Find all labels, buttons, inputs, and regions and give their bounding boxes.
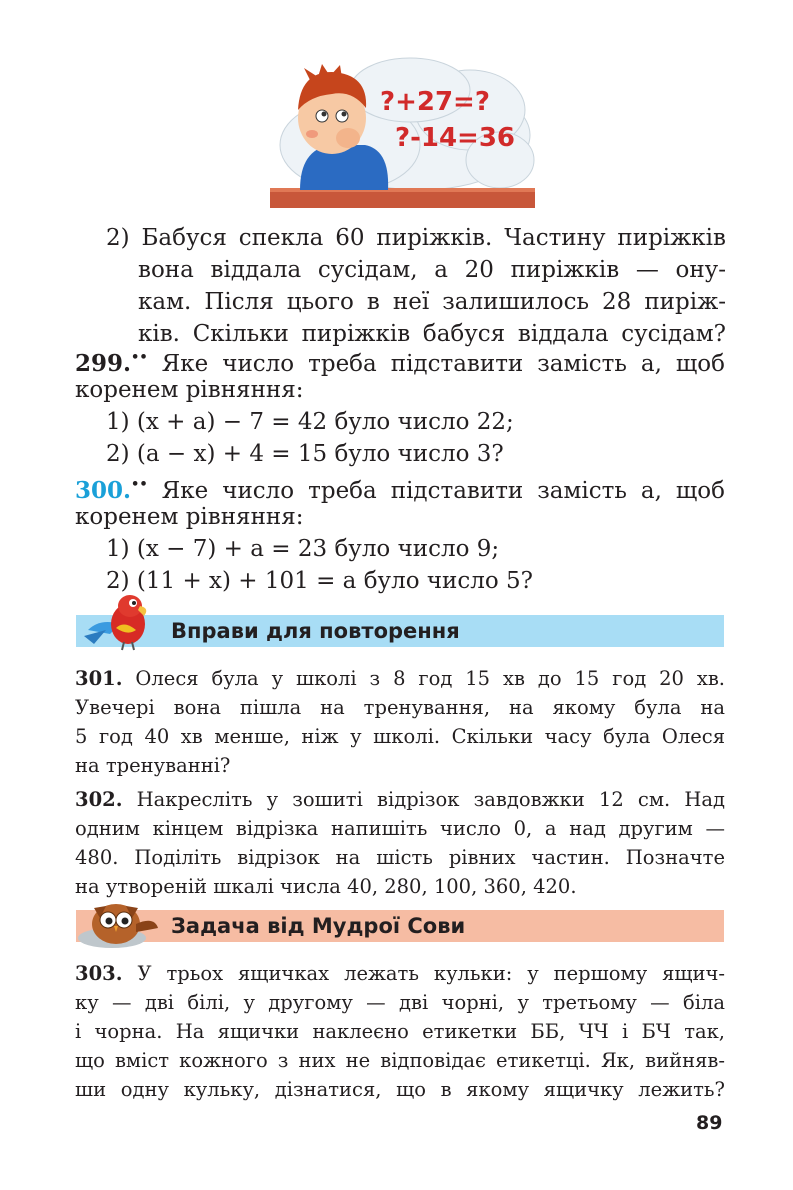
task301-line-3: 5 год 40 хв менше, ніж у школі. Скільки часу була Олеся xyxy=(75,725,725,748)
task302-line-3: 480. Поділіть відрізок на шість рівних частин. Позначте xyxy=(75,846,725,869)
task298-line-4: ків. Скільки пиріжків бабуся віддала сусідам? xyxy=(138,321,726,347)
task303-number: 303. xyxy=(75,962,123,985)
task300-sub-1: 1) (x − 7) + a = 23 було число 9; xyxy=(106,536,500,562)
task303-text: У трьох ящичках лежать кульки: у першому ящич- xyxy=(137,962,725,985)
task301-number: 301. xyxy=(75,667,123,690)
task300-line-2: коренем рівняння: xyxy=(75,504,304,530)
task303-line-3: і чорна. На ящички наклеєно етикетки ББ, ЧЧ і БЧ так, xyxy=(75,1020,725,1043)
difficulty-mark: •• xyxy=(131,477,148,492)
formula-line-1: ?+27=? xyxy=(380,87,490,117)
task301-line-4: на тренуванні? xyxy=(75,754,231,777)
section-title-owl: Задача від Мудрої Сови xyxy=(171,914,466,938)
task301-line-1 xyxy=(75,664,725,693)
parrot-icon xyxy=(80,590,160,652)
task302-text: Накресліть у зошиті відрізок завдовжки 12 см. Над xyxy=(136,788,725,811)
task298-line-3: кам. Після цього в неї залишилось 28 пиріж- xyxy=(138,289,726,315)
task301-text: Олеся була у школі з 8 год 15 хв до 15 год 20 хв. xyxy=(135,667,725,690)
task300-number: 300. xyxy=(75,477,132,504)
task298-line-1: 2) Бабуся спекла 60 пиріжків. Частину пиріжків xyxy=(106,225,726,251)
task300-line-1 xyxy=(75,468,725,502)
difficulty-mark: •• xyxy=(131,350,148,365)
task300-sub-2: 2) (11 + x) + 101 = a було число 5? xyxy=(106,568,534,594)
formula-line-2: ?-14=36 xyxy=(395,123,516,153)
task299-line-2: коренем рівняння: xyxy=(75,377,304,403)
page-number: 89 xyxy=(696,1112,723,1134)
task300-text: Яке число треба підставити замість a, щоб xyxy=(161,478,725,504)
task301-line-2: Увечері вона пішла на тренування, на якому була на xyxy=(75,696,725,719)
task299-sub-1: 1) (x + a) − 7 = 42 було число 22; xyxy=(106,409,514,435)
task299-line-1 xyxy=(75,341,725,375)
task303-line-1 xyxy=(75,959,725,988)
task302-number: 302. xyxy=(75,788,123,811)
owl-icon xyxy=(76,894,160,952)
task303-line-5: ши одну кульку, дізнатися, що в якому ящичку лежить? xyxy=(75,1078,725,1101)
section-banner-review xyxy=(76,615,724,647)
section-banner-owl xyxy=(76,910,724,942)
section-title-review: Вправи для повторення xyxy=(171,619,460,643)
boy-thinking-illustration xyxy=(270,50,535,208)
task299-sub-2: 2) (a − x) + 4 = 15 було число 3? xyxy=(106,441,504,467)
task299-number: 299. xyxy=(75,350,132,377)
task303-line-4: що вміст кожного з них не відповідає етикетці. Як, вийняв- xyxy=(75,1049,725,1072)
task298-line-2: вона віддала сусідам, а 20 пиріжків — ону- xyxy=(138,257,726,283)
task302-line-1 xyxy=(75,785,725,814)
task299-text: Яке число треба підставити замість a, щоб xyxy=(161,351,725,377)
task302-line-2: одним кінцем відрізка напишіть число 0, а над другим — xyxy=(75,817,725,840)
task302-line-4: на утвореній шкалі числа 40, 280, 100, 360, 420. xyxy=(75,875,577,898)
task303-line-2: ку — дві білі, у другому — дві чорні, у третьому — біла xyxy=(75,991,725,1014)
